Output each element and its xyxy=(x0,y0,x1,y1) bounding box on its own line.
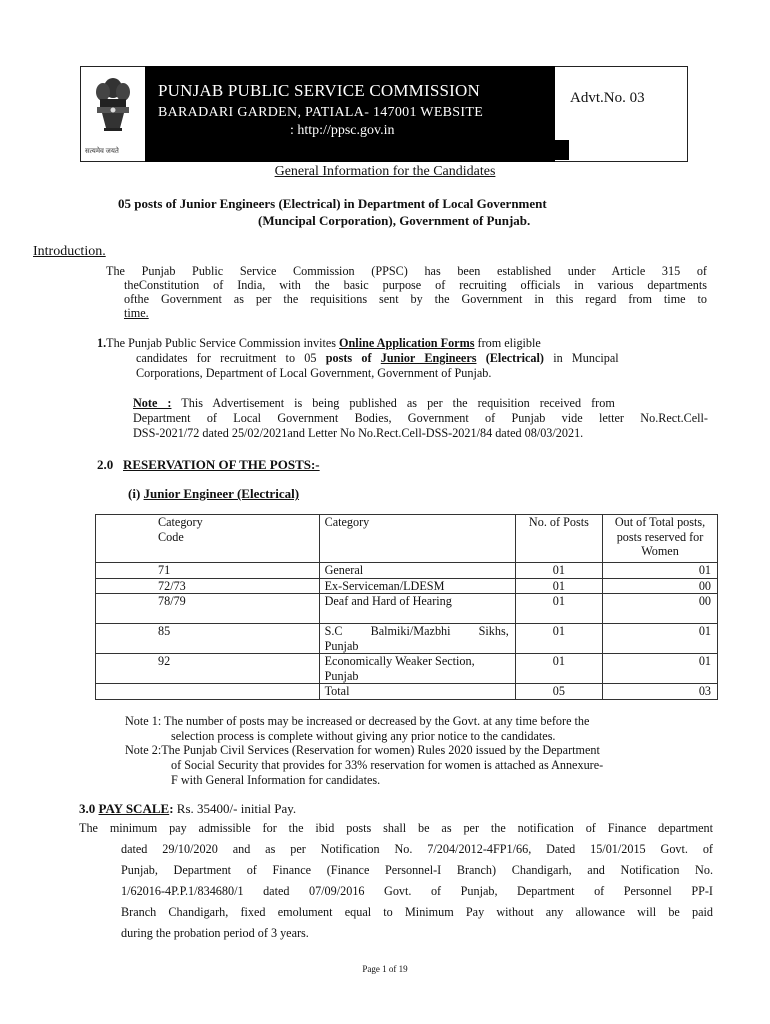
header-category: Category xyxy=(319,515,515,563)
section3-line: Branch Chandigarh, fixed emolument equal to Minimum Pay without any allowance will be paid xyxy=(121,905,713,919)
note2-line1: Note 2:The Punjab Civil Services (Reservation for women) Rules 2020 issued by the Department xyxy=(125,743,600,757)
reservation-table xyxy=(95,514,718,700)
intro-line: time. xyxy=(124,306,149,320)
org-name: PUNJAB PUBLIC SERVICE COMMISSION xyxy=(158,81,480,100)
posts-title-line2: (Muncipal Corporation), Government of Punjab. xyxy=(258,213,531,228)
section1-note-line1: Note : This Advertisement is being published as per the requisition received from xyxy=(133,396,615,410)
posts-title-line1: 05 posts of Junior Engineers (Electrical) in Department of Local Government xyxy=(118,196,547,211)
note2-line3: F with General Information for candidates. xyxy=(171,773,381,787)
section3-line: 1/62016-4P.P.1/834680/1 dated 07/09/2016 Govt. of Punjab, Department of Personnel PP-I xyxy=(121,884,713,898)
section2-subheading: (i) Junior Engineer (Electrical) xyxy=(128,486,300,501)
org-address: BARADARI GARDEN, PATIALA- 147001 WEBSITE xyxy=(158,105,484,120)
note2-line2: of Social Security that provides for 33% reservation for women is attached as Annexure- xyxy=(171,758,604,772)
section3-line: dated 29/10/2020 and as per Notification No. 7/204/2012-4FP1/66, Dated 15/01/2015 Govt. of xyxy=(121,842,713,856)
header-no-of-posts: No. of Posts xyxy=(515,515,602,563)
section1-para-line1: 1.The Punjab Public Service Commission invites Online Application Forms from eligible xyxy=(97,336,541,350)
header-category-code: Category Code xyxy=(96,515,320,563)
org-website[interactable]: : http://ppsc.gov.in xyxy=(290,123,395,138)
general-info-title: General Information for the Candidates xyxy=(274,164,496,179)
intro-line: The Punjab Public Service Commission (PPSC) has been established under Article 315 of xyxy=(106,264,707,278)
table-header-row xyxy=(96,515,718,563)
table-row: 72/73 Ex-Serviceman/LDESM 01 00 xyxy=(96,578,718,594)
section1-note-line2: Department of Local Government Bodies, Government of Punjab vide letter No.Rect.Cell- xyxy=(133,411,708,425)
section3-line: The minimum pay admissible for the ibid posts shall be as per the notification of Finance department xyxy=(79,821,713,835)
advt-number: Advt.No. 03 xyxy=(570,90,645,106)
section3-heading: 3.0 PAY SCALE: Rs. 35400/- initial Pay. xyxy=(79,801,297,816)
table-row: 92 Economically Weaker Section, Punjab 01 01 xyxy=(96,654,718,684)
table-row: 78/79 Deaf and Hard of Hearing 01 00 xyxy=(96,594,718,624)
header-banner-tab xyxy=(555,140,569,160)
note1-line2: selection process is complete without giving any prior notice to the candidates. xyxy=(171,729,556,743)
intro-line: ofthe Government as per the requisitions sent by the Government in this regard from time to xyxy=(124,292,707,306)
section3-line: Punjab, Department of Finance (Finance Personnel-I Branch) Chandigarh, and Notification No. xyxy=(121,863,713,877)
section1-para-line3: Corporations, Department of Local Government, Government of Punjab. xyxy=(136,366,492,380)
national-emblem-icon xyxy=(80,66,145,146)
section1-note-line3: DSS-2021/72 dated 25/02/2021and Letter No No.Rect.Cell-DSS-2021/84 dated 08/03/2021. xyxy=(133,426,584,440)
emblem-caption: सत्यमेव जयते xyxy=(85,147,119,155)
intro-line: theConstitution of India, with the basic purpose of recruiting officials in various departments xyxy=(124,278,707,292)
section1-para-line2: candidates for recruitment to 05 posts of Junior Engineers (Electrical) in Muncipal xyxy=(136,351,619,365)
table-row-total: Total 05 03 xyxy=(96,684,718,700)
introduction-heading: Introduction. xyxy=(33,244,106,259)
note1-line1: Note 1: The number of posts may be increased or decreased by the Govt. at any time before the xyxy=(125,714,590,728)
table-row: 71 General 01 01 xyxy=(96,563,718,579)
header-women-posts: Out of Total posts, posts reserved for Women xyxy=(603,515,718,563)
page-number: Page 1 of 19 xyxy=(362,964,408,974)
section2-heading: 2.0 RESERVATION OF THE POSTS:- xyxy=(97,457,320,472)
section3-line: during the probation period of 3 years. xyxy=(121,926,309,940)
table-row: 85 S.C Balmiki/Mazbhi Sikhs, Punjab 01 01 xyxy=(96,624,718,654)
